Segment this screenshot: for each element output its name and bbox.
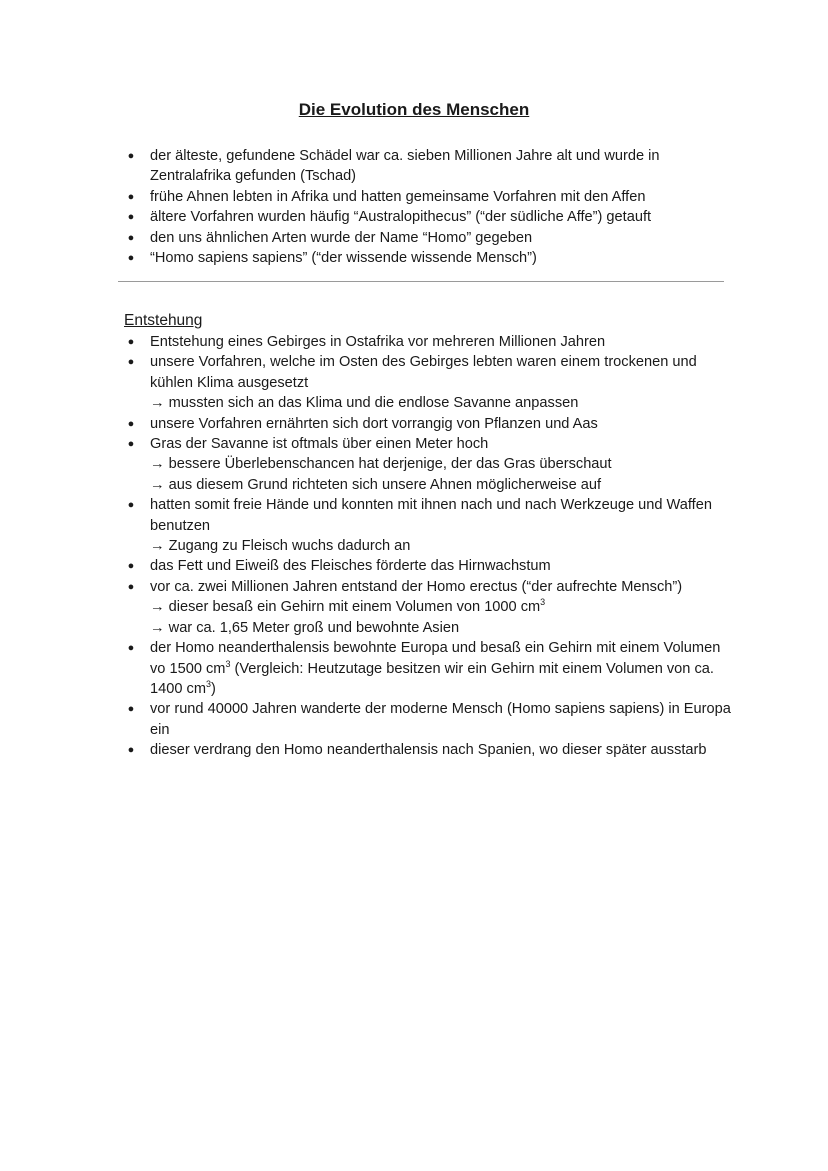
page-title: Die Evolution des Menschen [298, 100, 530, 119]
superscript: 3 [540, 597, 546, 608]
bullet-icon: ● [127, 336, 135, 348]
list-item [124, 638, 734, 699]
list-item-text: vor ca. zwei Millionen Jahren entstand der Homo erectus (“der aufrechte Mensch”) [150, 578, 683, 595]
arrow-note: → Zugang zu Fleisch wuchs dadurch an [150, 538, 411, 555]
list-item-text: “Homo sapiens sapiens” (“der wissende wissende Mensch”) [150, 250, 537, 267]
bullet-icon: ● [127, 642, 135, 655]
list-item [124, 228, 724, 248]
arrow-note [150, 597, 734, 617]
bullet-icon: ● [127, 150, 135, 162]
list-item-text: ) [211, 680, 216, 697]
list-item-text: das Fett und Eiweiß des Fleisches förderte das Hirnwachstum [150, 558, 551, 575]
arrow-note: → aus diesem Grund richteten sich unsere Ahnen möglicherweise auf [150, 476, 602, 493]
list-item-text: unsere Vorfahren, welche im Osten des Gebirges lebten waren einem trockenen und kühlen Klima ausgesetzt [150, 354, 697, 391]
list-item [124, 187, 724, 207]
list-item-text: den uns ähnlichen Arten wurde der Name “Homo” gegeben [150, 229, 533, 246]
bullet-icon: ● [127, 190, 135, 203]
list-item [124, 414, 734, 434]
section-heading: Entstehung [124, 312, 203, 329]
bullet-icon: ● [127, 231, 135, 244]
bullet-icon: ● [127, 499, 135, 512]
list-item-text: frühe Ahnen lebten in Afrika und hatten gemeinsame Vorfahren mit den Affen [150, 188, 646, 205]
list-item [124, 332, 734, 352]
list-item-text: (Vergleich: Heutzutage besitzen wir ein Gehirn mit einem Volumen von ca. 1400 cm [150, 660, 714, 697]
list-item-text: Gras der Savanne ist oftmals über einen Meter hoch [150, 436, 489, 453]
bullet-icon: ● [127, 580, 135, 593]
arrow-note: → mussten sich an das Klima und die endlose Savanne anpassen [150, 395, 579, 412]
bullet-icon: ● [127, 438, 135, 451]
list-item-text: der Homo neanderthalensis bewohnte Europa und besaß ein Gehirn mit einem Volumen vo 1500 cm [150, 640, 721, 677]
bullet-icon: ● [127, 560, 135, 573]
superscript: 3 [205, 679, 211, 690]
bullet-icon: ● [127, 356, 135, 369]
list-item-text: hatten somit freie Hände und konnten mit ihnen nach und nach Werkzeuge und Waffen benutzen [150, 497, 712, 534]
list-item-text: der älteste, gefundene Schädel war ca. sieben Millionen Jahre alt und wurde in Zentralafrika gefunden (Tschad) [150, 148, 660, 185]
bullet-icon: ● [127, 417, 135, 430]
list-item-text: Entstehung eines Gebirges in Ostafrika vor mehreren Millionen Jahren [150, 334, 606, 350]
list-item [124, 146, 724, 187]
list-item-text: dieser verdrang den Homo neanderthalensis nach Spanien, wo dieser später ausstarb [150, 742, 707, 759]
list-item-text: ältere Vorfahren wurden häufig “Australopithecus” (“der südliche Affe”) getauft [150, 209, 652, 226]
arrow-note: → bessere Überlebenschancen hat derjenige, der das Gras überschaut [150, 456, 612, 473]
list-item [124, 740, 734, 760]
bullet-icon: ● [127, 703, 135, 716]
section-list [124, 332, 734, 761]
list-item [124, 495, 734, 556]
list-item-text: vor rund 40000 Jahren wanderte der moderne Mensch (Homo sapiens sapiens) in Europa ein [150, 701, 731, 738]
list-item-text: unsere Vorfahren ernährten sich dort vorrangig von Pflanzen und Aas [150, 415, 598, 432]
arrow-note-text: → dieser besaß ein Gehirn mit einem Volumen von 1000 cm [150, 599, 541, 616]
intro-list [124, 146, 724, 268]
list-item [124, 556, 734, 576]
list-item [124, 207, 724, 227]
horizontal-divider [118, 281, 724, 282]
list-item [124, 577, 734, 638]
superscript: 3 [225, 658, 231, 669]
list-item [124, 248, 724, 268]
bullet-icon: ● [127, 252, 135, 265]
arrow-note: → war ca. 1,65 Meter groß und bewohnte Asien [150, 619, 460, 636]
list-item [124, 434, 734, 495]
list-item [124, 352, 734, 413]
bullet-icon: ● [127, 744, 135, 757]
list-item [124, 699, 734, 740]
bullet-icon: ● [127, 211, 135, 224]
